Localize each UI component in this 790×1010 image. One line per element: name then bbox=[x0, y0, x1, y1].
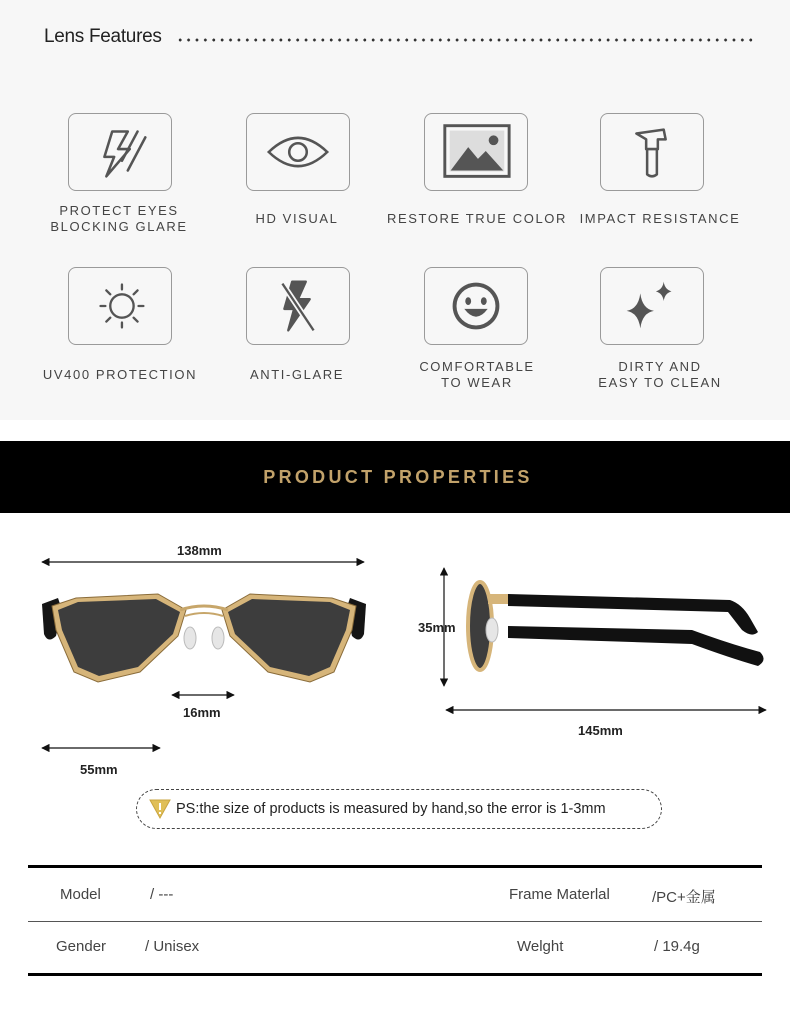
glasses-front-view bbox=[30, 540, 380, 790]
model-value: / --- bbox=[150, 886, 174, 903]
feature-label-comfortable bbox=[382, 359, 572, 391]
feature-label-dirty-easy-clean bbox=[565, 359, 755, 391]
dotted-divider bbox=[176, 38, 754, 42]
glasses-side-view bbox=[430, 560, 780, 730]
feature-line: TO WEAR bbox=[441, 375, 513, 390]
feature-line: BLOCKING GLARE bbox=[50, 219, 188, 234]
feature-label-hd-visual bbox=[202, 211, 392, 227]
bridge-width-label: 16mm bbox=[183, 705, 221, 720]
sun-icon bbox=[68, 267, 172, 345]
total-width-label: 138mm bbox=[177, 543, 222, 558]
feature-label-restore-true-color bbox=[382, 211, 572, 227]
feature-line: HD VISUAL bbox=[255, 211, 339, 226]
feature-label-uv400 bbox=[25, 367, 215, 383]
feature-line: IMPACT RESISTANCE bbox=[579, 211, 741, 226]
gender-label: Gender bbox=[56, 938, 107, 955]
feature-label-protect-eyes bbox=[24, 203, 214, 235]
table-top-rule bbox=[28, 865, 762, 868]
lightning-icon bbox=[68, 113, 172, 191]
measurement-note-text: PS:the size of products is measured by hand,so the error is 1-3mm bbox=[176, 801, 606, 817]
feature-line: RESTORE TRUE COLOR bbox=[386, 211, 567, 226]
landscape-picture-icon bbox=[424, 113, 528, 191]
frame-material-value: /PC+金属 bbox=[652, 889, 716, 906]
hammer-icon bbox=[600, 113, 704, 191]
weight-label: Welght bbox=[517, 938, 564, 955]
feature-line: ANTI-GLARE bbox=[249, 367, 344, 382]
temple-length-label: 145mm bbox=[578, 723, 623, 738]
gender-value: / Unisex bbox=[145, 938, 200, 955]
frame-material-label: Frame Materlal bbox=[509, 886, 610, 903]
product-properties-title: PRODUCT PROPERTIES bbox=[263, 467, 533, 487]
feature-line: COMFORTABLE bbox=[419, 359, 535, 374]
eye-icon bbox=[246, 113, 350, 191]
sparkle-icon bbox=[600, 267, 704, 345]
model-label: Model bbox=[60, 886, 101, 903]
lens-height-label: 35mm bbox=[418, 620, 456, 635]
crossed-lightning-icon bbox=[246, 267, 350, 345]
lens-features-title: Lens Features bbox=[44, 26, 162, 47]
smiley-icon bbox=[424, 267, 528, 345]
table-divider bbox=[28, 921, 762, 922]
feature-line: DIRTY AND bbox=[618, 359, 702, 374]
feature-line: PROTECT EYES bbox=[59, 203, 179, 218]
table-bottom-rule bbox=[28, 973, 762, 976]
feature-label-anti-glare bbox=[202, 367, 392, 383]
feature-label-impact-resistance bbox=[565, 211, 755, 227]
lens-width-label: 55mm bbox=[80, 762, 118, 777]
weight-value: / 19.4g bbox=[654, 938, 700, 955]
feature-line: EASY TO CLEAN bbox=[598, 375, 722, 390]
warning-icon bbox=[148, 798, 172, 820]
feature-line: UV400 PROTECTION bbox=[42, 367, 198, 382]
